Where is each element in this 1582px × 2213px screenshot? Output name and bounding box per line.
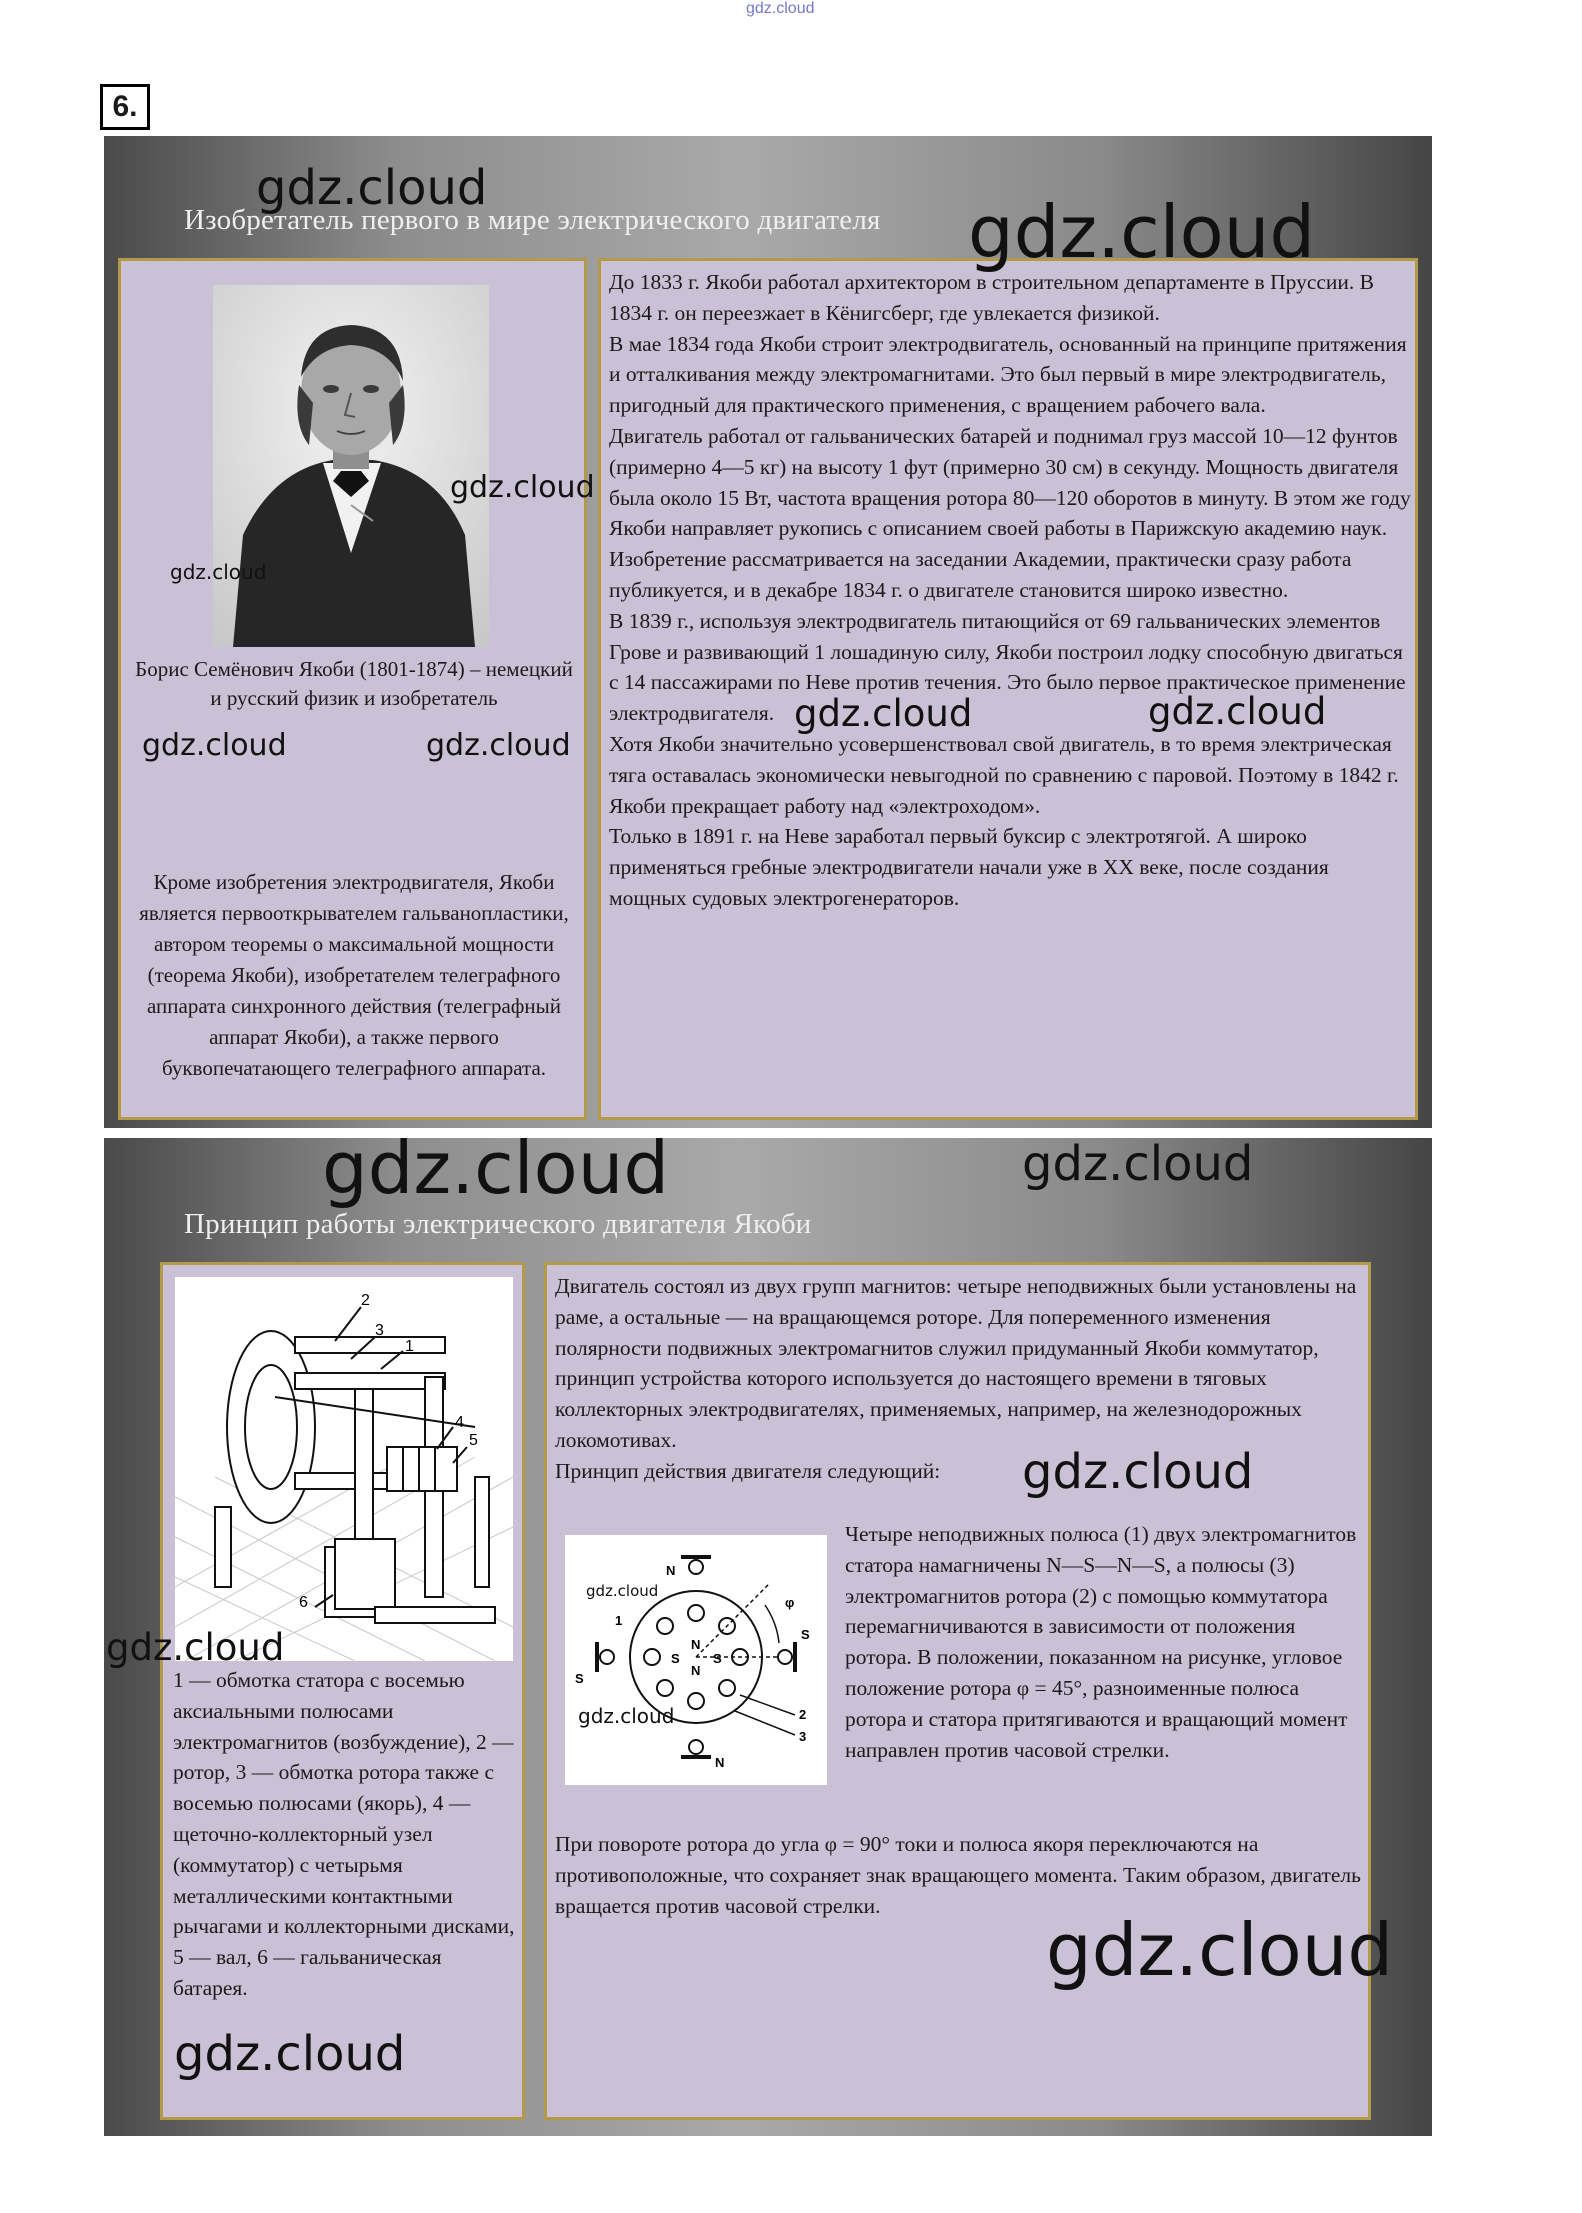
watermark: gdz.cloud [170, 560, 267, 584]
angle-label: φ [785, 1595, 795, 1610]
motor-drawing [175, 1277, 513, 1661]
watermark: gdz.cloud [106, 1626, 285, 1669]
watermark: gdz.cloud [256, 160, 488, 216]
jacobi-portrait [213, 285, 489, 647]
biography-text [609, 267, 1411, 914]
slide-title: Изобретатель первого в мире электрического двигателя [184, 204, 881, 236]
paragraph: В мае 1834 года Якоби строит электродвигатель, основанный на принципе притяжения и отталкивания между электромагнитами. Это был первый в мире электродвигатель, пригодный для практического применения, с вращением рабочего вала. [609, 331, 1407, 418]
watermark: gdz.cloud [1046, 1908, 1394, 1992]
machine-label: 3 [375, 1322, 384, 1339]
pole-label: S [671, 1651, 680, 1666]
machine-label: 4 [455, 1414, 464, 1431]
paragraph: Двигатель работал от гальванических батарей и поднимал груз массой 10—12 фунтов (примерно 4—5 кг) на высоту 1 фут (примерно 30 см) в секунду. Мощность двигателя была около 15 Вт, частота вращения ротора 80—120 оборотов в минуту. В этом же году Якоби направляет рукопись с описанием своей работы в Парижскую академию наук. Изобретение рассматривается на заседании Академии, практически сразу работа публикуется, и в декабре 1834 г. о двигателе становится широко известно. [609, 423, 1411, 602]
watermark: gdz.cloud [1022, 1444, 1254, 1500]
machine-label: 6 [299, 1594, 308, 1611]
biography-panel [598, 258, 1418, 1120]
paragraph: Принцип действия двигателя следующий: [555, 1458, 941, 1483]
paragraph: До 1833 г. Якоби работал архитектором в строительном департаменте в Пруссии. В 1834 г. он переезжает в Кёнигсберг, где увлекается физикой. [609, 270, 1375, 325]
watermark: gdz.cloud [426, 728, 571, 763]
portrait-panel [118, 258, 587, 1120]
watermark: gdz.cloud [794, 692, 973, 735]
machine-label: 2 [361, 1292, 370, 1309]
pole-label: S [575, 1671, 584, 1686]
portrait-caption: Борис Семёнович Якоби (1801-1874) – немецкий и русский физик и изобретатель [135, 657, 573, 710]
watermark: gdz.cloud [578, 1704, 675, 1728]
paragraph: Хотя Якоби значительно усовершенствовал свой двигатель, в то время электрическая тяга оставалась экономически невыгодной по сравнению с паровой. Поэтому в 1842 г. Якоби прекращает работу над «электроходом». [609, 731, 1399, 818]
part-label: 1 [615, 1613, 623, 1628]
part-label: 3 [799, 1729, 807, 1744]
pole-label: N [715, 1755, 725, 1770]
task-number: 6. [100, 84, 150, 130]
paragraph: Только в 1891 г. на Неве заработал первый буксир с электротягой. А широко применяться гребные электродвигатели начали уже в XX веке, после создания мощных судовых электрогенераторов. [609, 824, 1329, 910]
paragraph: Двигатель состоял из двух групп магнитов: четыре неподвижных были установлены на раме, а остальные — на вращающемся роторе. Для попеременного изменения полярности подвижных электромагнитов служил придуманный Якоби коммутатор, принцип устройства которого используется до настоящего времени в тяговых коллекторных электродвигателях, применяемых, например, на железнодорожных локомотивах. [555, 1274, 1357, 1452]
principle-outro: При повороте ротора до угла φ = 90° токи и полюса якоря переключаются на противоположные, что сохраняет знак вращающего момента. Таким образом, двигатель вращается против часовой стрелки. [555, 1832, 1361, 1918]
part-label: 2 [799, 1707, 807, 1722]
principle-side-text: Четыре неподвижных полюса (1) двух электромагнитов статора намагничены N—S—N—S, а полюсы (3) электромагнитов ротора (2) с помощью коммутатора перемагничиваются в зависимости от положения ротора. В положении, показанном на рисунке, угловое положение ротора φ = 45°, разноименные полюса ротора и статора притягиваются и вращающий момент направлен против часовой стрелки. [845, 1522, 1357, 1762]
pole-label: N [691, 1637, 701, 1652]
watermark: gdz.cloud [1148, 690, 1327, 733]
watermark: gdz.cloud [1022, 1136, 1254, 1192]
pole-label: S [801, 1627, 810, 1642]
watermark: gdz.cloud [174, 2026, 406, 2082]
slide-inventor [104, 136, 1432, 1128]
slide-title: Принцип работы электрического двигателя Якоби [184, 1208, 812, 1240]
machine-panel [160, 1262, 525, 2120]
watermark: gdz.cloud [322, 1126, 670, 1210]
watermark: gdz.cloud [450, 470, 595, 505]
inventions-text: Кроме изобретения электродвигателя, Якоби является первооткрывателем гальванопластики, автором теоремы о максимальной мощности (теорема Якоби), изобретателем телеграфного аппарата синхронного действия (телеграфный аппарат Якоби), а также первого буквопечатающего телеграфного аппарата. [139, 870, 569, 1080]
pole-label: S [713, 1651, 722, 1666]
machine-label: 1 [405, 1338, 414, 1355]
watermark: gdz.cloud [968, 190, 1316, 274]
pole-label: N [691, 1663, 701, 1678]
machine-legend: 1 — обмотка статора с восемью аксиальными полюсами электромагнитов (возбуждение), 2 — ротор, 3 — обмотка ротора также с восемью полюсами (якорь), 4 — щеточно-коллекторный узел (коммутатор) с четырьмя металлическими контактными рычагами и коллекторными дисками, 5 — вал, 6 — гальваническая батарея. [173, 1668, 515, 2000]
top-watermark: gdz.cloud [746, 0, 815, 17]
machine-label: 5 [469, 1432, 478, 1449]
pole-label: N [666, 1563, 676, 1578]
watermark: gdz.cloud [586, 1582, 659, 1600]
paragraph: В 1839 г., используя электродвигатель питающийся от 69 гальванических элементов Грове и развивающий 1 лошадиную силу, Якоби построил лодку способную двигаться с 14 пассажирами по Неве против течения. Это было первое практическое применение электродвигателя. [609, 608, 1406, 726]
rotor-diagram [565, 1535, 827, 1785]
watermark: gdz.cloud [142, 728, 287, 763]
